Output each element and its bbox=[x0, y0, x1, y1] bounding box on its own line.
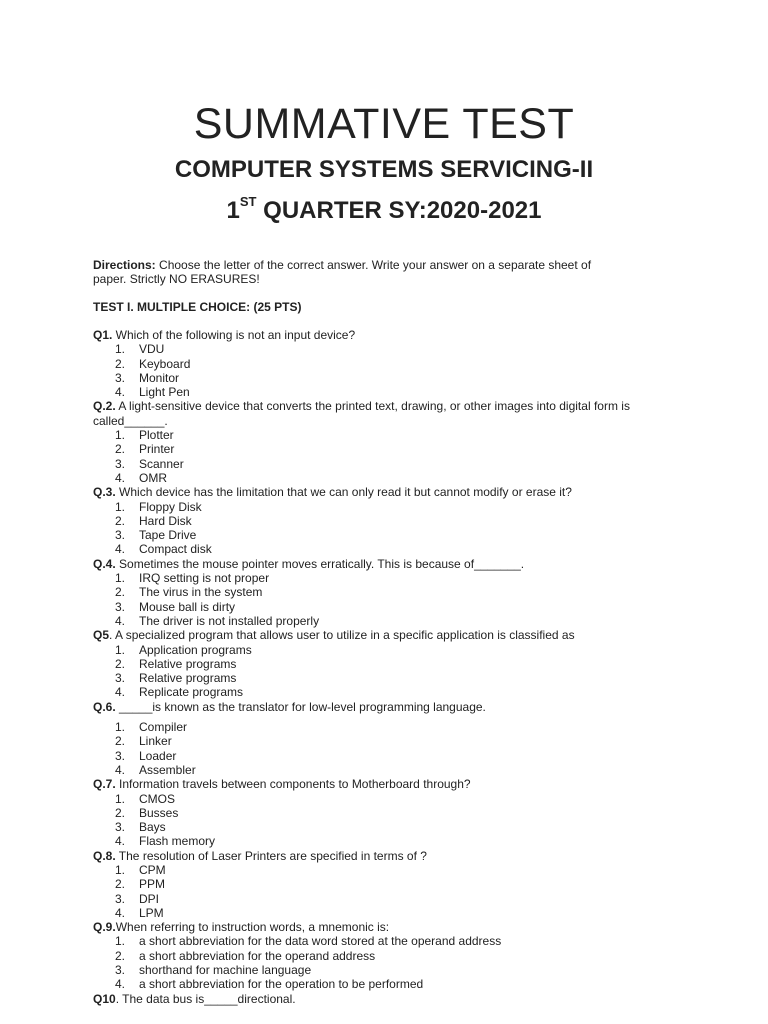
option: 3. Loader bbox=[115, 748, 177, 763]
question bbox=[93, 485, 653, 499]
document-subtitle: COMPUTER SYSTEMS SERVICING-II bbox=[174, 156, 594, 183]
question-number: Q.4. bbox=[93, 556, 116, 571]
option-text: Linker bbox=[139, 734, 172, 749]
option-text: Compiler bbox=[139, 720, 188, 735]
option-text: Application programs bbox=[139, 642, 252, 657]
option-text: Floppy Disk bbox=[139, 499, 202, 514]
question-text: . The data bus is_____directional. bbox=[115, 991, 296, 1006]
quarter-number: 1 bbox=[226, 197, 240, 224]
question bbox=[93, 992, 653, 1006]
question bbox=[93, 557, 653, 571]
option: 1. Application programs bbox=[115, 642, 252, 657]
question bbox=[93, 849, 653, 863]
question bbox=[93, 777, 653, 791]
question-text: The resolution of Laser Printers are specified in terms of ? bbox=[115, 848, 427, 863]
option: 3. shorthand for machine language bbox=[115, 963, 312, 978]
question-text: _____is known as the translator for low-level programming language. bbox=[115, 699, 486, 714]
option: 3. DPI bbox=[115, 891, 160, 906]
option-text: Plotter bbox=[139, 428, 174, 443]
option-text: The virus in the system bbox=[139, 585, 263, 600]
question-text: A light-sensitive device that converts the printed text, drawing, or other images into digital form is called______. bbox=[93, 399, 630, 428]
option: 1. CMOS bbox=[115, 791, 175, 806]
option: 1. VDU bbox=[115, 342, 165, 357]
quarter-superscript: ST bbox=[239, 194, 257, 209]
option-text: DPI bbox=[139, 891, 160, 906]
option: 2. Linker bbox=[115, 734, 172, 749]
question-text: Which of the following is not an input device? bbox=[112, 328, 356, 342]
option-text: Assembler bbox=[139, 762, 196, 777]
question-number: Q.9. bbox=[93, 920, 116, 935]
option: 4. LPM bbox=[115, 905, 164, 920]
option: 1. Floppy Disk bbox=[115, 499, 202, 514]
question-text: When referring to instruction words, a mnemonic is: bbox=[115, 920, 390, 935]
directions-text: Choose the letter of the correct answer. Write your answer on a separate sheet of paper. Strictly NO ERASURES! bbox=[93, 258, 592, 286]
option-text: shorthand for machine language bbox=[139, 963, 312, 978]
option-text: Compact disk bbox=[139, 542, 212, 557]
option-text: Tape Drive bbox=[139, 528, 197, 543]
quarter-line bbox=[0, 194, 768, 225]
option: 2. Printer bbox=[115, 442, 175, 457]
question-text: Information travels between components to Motherboard through? bbox=[115, 777, 471, 792]
option-text: Printer bbox=[139, 442, 175, 457]
option-text: Relative programs bbox=[139, 656, 237, 671]
option: 1. Compiler bbox=[115, 720, 188, 735]
option: 2. Hard Disk bbox=[115, 513, 192, 528]
option: 1. Plotter bbox=[115, 428, 174, 443]
option-text: OMR bbox=[139, 470, 167, 485]
option-text: a short abbreviation for the operand address bbox=[139, 948, 376, 963]
option: 1. IRQ setting is not proper bbox=[115, 571, 270, 586]
option-text: Hard Disk bbox=[139, 513, 192, 528]
quarter-rest: QUARTER SY:2020-2021 bbox=[256, 197, 542, 224]
question bbox=[93, 700, 653, 714]
test-heading: TEST I. MULTIPLE CHOICE: (25 PTS) bbox=[93, 300, 302, 314]
option-text: CMOS bbox=[139, 791, 175, 806]
question bbox=[93, 920, 653, 934]
option: 1. a short abbreviation for the data word stored at the operand address bbox=[115, 934, 502, 949]
option: 2. The virus in the system bbox=[115, 585, 263, 600]
option-text: Busses bbox=[139, 805, 179, 820]
option: 4. Light Pen bbox=[115, 385, 190, 400]
option: 3. Tape Drive bbox=[115, 528, 197, 543]
option-text: Scanner bbox=[139, 456, 184, 471]
option-text: Replicate programs bbox=[139, 685, 244, 700]
question-list bbox=[93, 328, 653, 1006]
question-number: Q.6. bbox=[93, 699, 116, 714]
question-text: . A specialized program that allows user to utilize in a specific application is classified as bbox=[109, 628, 575, 643]
option: 3. Scanner bbox=[115, 456, 184, 471]
option: 4. a short abbreviation for the operation to be performed bbox=[115, 977, 424, 992]
option: 2. a short abbreviation for the operand address bbox=[115, 948, 376, 963]
option: 4. The driver is not installed properly bbox=[115, 613, 320, 628]
directions bbox=[93, 258, 593, 286]
option: 3. Bays bbox=[115, 820, 166, 835]
option-text: Bays bbox=[139, 820, 166, 835]
document-title: SUMMATIVE TEST bbox=[193, 100, 575, 148]
question-number: Q.7. bbox=[93, 777, 116, 792]
option: 2. Relative programs bbox=[115, 656, 237, 671]
question-number: Q.3. bbox=[93, 485, 116, 500]
option-text: a short abbreviation for the data word stored at the operand address bbox=[139, 934, 502, 949]
option: 4. OMR bbox=[115, 470, 167, 485]
option-text: Relative programs bbox=[139, 671, 237, 686]
option: 3. Mouse ball is dirty bbox=[115, 599, 236, 614]
option-text: Mouse ball is dirty bbox=[139, 599, 236, 614]
option-text: Monitor bbox=[139, 370, 180, 385]
option: 4. Flash memory bbox=[115, 834, 216, 849]
option-text: CPM bbox=[139, 862, 166, 877]
question bbox=[93, 328, 653, 342]
question-number: Q5 bbox=[93, 628, 110, 643]
question bbox=[93, 399, 653, 428]
option: 4. Compact disk bbox=[115, 542, 212, 557]
option-text: Loader bbox=[139, 748, 177, 763]
question bbox=[93, 628, 653, 642]
option-text: Flash memory bbox=[139, 834, 216, 849]
option: 1. CPM bbox=[115, 862, 166, 877]
option-text: Light Pen bbox=[139, 385, 190, 400]
option: 2. Busses bbox=[115, 805, 179, 820]
option-text: PPM bbox=[139, 877, 166, 892]
option: 2. Keyboard bbox=[115, 356, 191, 371]
question-text: Which device has the limitation that we can only read it but cannot modify or erase it? bbox=[115, 485, 572, 500]
option: 4. Assembler bbox=[115, 762, 196, 777]
option-text: VDU bbox=[139, 342, 165, 357]
question-number: Q.8. bbox=[93, 848, 116, 863]
directions-label: Directions: bbox=[93, 258, 156, 272]
option-text: Keyboard bbox=[139, 356, 191, 371]
option: 2. PPM bbox=[115, 877, 166, 892]
question-text: Sometimes the mouse pointer moves erratically. This is because of_______. bbox=[115, 556, 525, 571]
option-text: IRQ setting is not proper bbox=[139, 571, 270, 586]
question-number: Q.2. bbox=[93, 399, 116, 414]
option-text: LPM bbox=[139, 905, 164, 920]
option: 4. Replicate programs bbox=[115, 685, 244, 700]
option-text: a short abbreviation for the operation to be performed bbox=[139, 977, 424, 992]
option: 3. Relative programs bbox=[115, 671, 237, 686]
option-text: The driver is not installed properly bbox=[139, 613, 320, 628]
question-number: Q10 bbox=[93, 991, 116, 1006]
question-number: Q1. bbox=[93, 328, 113, 342]
option: 3. Monitor bbox=[115, 370, 180, 385]
